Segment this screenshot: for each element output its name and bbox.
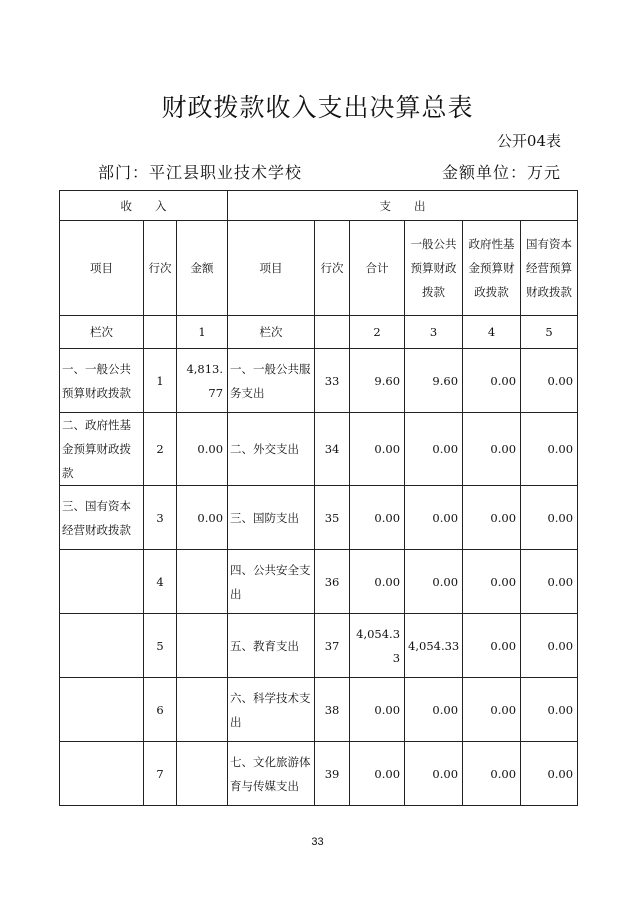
expense-item: 四、公共安全支出	[228, 550, 315, 614]
expense-general: 0.00	[405, 742, 463, 806]
header-exp-line: 行次	[315, 221, 350, 316]
expense-total: 0.00	[350, 742, 405, 806]
expense-item: 七、文化旅游体育与传媒支出	[228, 742, 315, 806]
header-amount: 金额	[177, 221, 228, 316]
expense-fund: 0.00	[463, 678, 521, 742]
income-item: 一、一般公共预算财政拨款	[60, 349, 144, 413]
header-item: 项目	[60, 221, 144, 316]
table-row	[60, 349, 578, 413]
expense-line: 34	[315, 413, 350, 486]
expense-item: 一、一般公共服务支出	[228, 349, 315, 413]
expense-item: 二、外交支出	[228, 413, 315, 486]
expense-total: 0.00	[350, 413, 405, 486]
expense-line: 38	[315, 678, 350, 742]
income-amount	[177, 678, 228, 742]
income-line: 4	[144, 550, 177, 614]
table-row	[60, 678, 578, 742]
expense-state: 0.00	[521, 678, 578, 742]
expense-fund: 0.00	[463, 413, 521, 486]
income-amount	[177, 742, 228, 806]
income-line: 3	[144, 486, 177, 550]
col-label: 栏次	[60, 316, 144, 349]
expense-state: 0.00	[521, 413, 578, 486]
expense-line: 33	[315, 349, 350, 413]
table-row	[60, 486, 578, 550]
col-4: 4	[463, 316, 521, 349]
table-row	[60, 550, 578, 614]
expense-total: 4,054.33	[350, 614, 405, 678]
header-exp-item: 项目	[228, 221, 315, 316]
expense-line: 36	[315, 550, 350, 614]
expense-total: 0.00	[350, 486, 405, 550]
budget-table	[59, 190, 578, 806]
header-line: 行次	[144, 221, 177, 316]
expense-state: 0.00	[521, 614, 578, 678]
income-item	[60, 678, 144, 742]
expense-general: 9.60	[405, 349, 463, 413]
income-line: 2	[144, 413, 177, 486]
expense-total: 0.00	[350, 678, 405, 742]
page-number: 33	[311, 836, 324, 848]
col-1: 1	[177, 316, 228, 349]
expense-general: 4,054.33	[405, 614, 463, 678]
expense-item: 六、科学技术支出	[228, 678, 315, 742]
expense-state: 0.00	[521, 550, 578, 614]
expense-item: 五、教育支出	[228, 614, 315, 678]
expense-state: 0.00	[521, 349, 578, 413]
form-number: 公开04表	[496, 132, 561, 150]
header-fund: 政府性基金预算财政拨款	[463, 221, 521, 316]
unit-label: 金额单位：万元	[441, 163, 561, 182]
income-line: 6	[144, 678, 177, 742]
table-row	[60, 742, 578, 806]
expense-fund: 0.00	[463, 349, 521, 413]
expense-fund: 0.00	[463, 486, 521, 550]
table-row	[60, 614, 578, 678]
income-line: 7	[144, 742, 177, 806]
col-2: 2	[350, 316, 405, 349]
col-label-2: 栏次	[228, 316, 315, 349]
income-line: 1	[144, 349, 177, 413]
income-item: 二、政府性基金预算财政拨款	[60, 413, 144, 486]
income-amount	[177, 614, 228, 678]
expense-general: 0.00	[405, 413, 463, 486]
income-amount	[177, 550, 228, 614]
col-blank-2	[315, 316, 350, 349]
col-3: 3	[405, 316, 463, 349]
income-item	[60, 550, 144, 614]
expense-fund: 0.00	[463, 742, 521, 806]
expense-general: 0.00	[405, 678, 463, 742]
income-amount: 4,813.77	[177, 349, 228, 413]
expense-line: 39	[315, 742, 350, 806]
header-general: 一般公共预算财政拨款	[405, 221, 463, 316]
income-item	[60, 742, 144, 806]
expense-state: 0.00	[521, 742, 578, 806]
expense-fund: 0.00	[463, 614, 521, 678]
income-item	[60, 614, 144, 678]
expense-fund: 0.00	[463, 550, 521, 614]
col-blank	[144, 316, 177, 349]
expense-state: 0.00	[521, 486, 578, 550]
expense-general: 0.00	[405, 550, 463, 614]
section-expense-header: 支 出	[228, 191, 578, 221]
department-label: 部门：平江县职业技术学校	[98, 163, 303, 182]
col-5: 5	[521, 316, 578, 349]
income-amount: 0.00	[177, 413, 228, 486]
header-state: 国有资本经营预算财政拨款	[521, 221, 578, 316]
income-line: 5	[144, 614, 177, 678]
income-amount: 0.00	[177, 486, 228, 550]
expense-general: 0.00	[405, 486, 463, 550]
table-row	[60, 413, 578, 486]
expense-line: 35	[315, 486, 350, 550]
expense-total: 0.00	[350, 550, 405, 614]
income-item: 三、国有资本经营财政拨款	[60, 486, 144, 550]
expense-line: 37	[315, 614, 350, 678]
expense-total: 9.60	[350, 349, 405, 413]
expense-item: 三、国防支出	[228, 486, 315, 550]
page-title: 财政拨款收入支出决算总表	[161, 93, 474, 122]
header-total: 合计	[350, 221, 405, 316]
section-income-header: 收 入	[60, 191, 228, 221]
